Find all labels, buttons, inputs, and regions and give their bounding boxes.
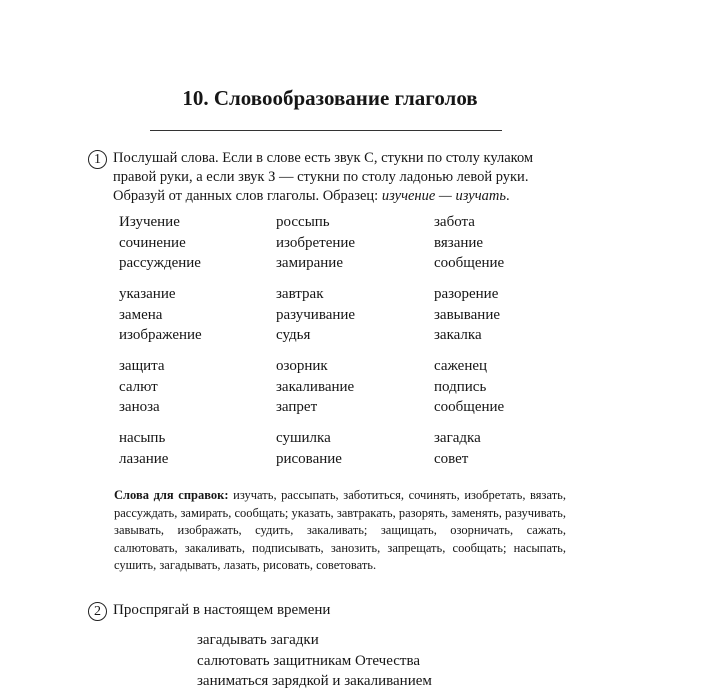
- word-row: [119, 428, 591, 449]
- word-item: сообщение: [434, 399, 505, 415]
- word-item: разучивание: [276, 306, 356, 323]
- task-1-text-end: .: [505, 188, 510, 204]
- word-row: [119, 325, 591, 346]
- word-grid: [119, 212, 591, 480]
- word-item: изобретение: [276, 234, 356, 251]
- task-1-text: Послушай слова. Если в слове есть звук С, стукни по столу кулаком правой руки, а если звук З — стукни по столу ладонью левой руки. Образуй от данных слов глаголы. Образец:: [113, 150, 534, 204]
- word-item: судья: [276, 327, 311, 343]
- word-item: россыпь: [276, 214, 330, 230]
- word-item: насыпь: [119, 430, 166, 446]
- reference-words: [114, 487, 566, 575]
- word-row: [119, 284, 591, 305]
- word-item: озорник: [276, 358, 328, 374]
- word-item: замирание: [276, 255, 343, 271]
- word-row: [119, 305, 591, 326]
- word-row: [119, 397, 591, 418]
- word-item: заноза: [119, 399, 160, 415]
- word-row: [119, 253, 591, 274]
- phrase-item: салютовать защитникам Отечества: [197, 652, 421, 669]
- task-2-instructions: Проспрягай в настоящем времени: [113, 602, 331, 618]
- word-item: вязание: [434, 234, 484, 251]
- word-item: сообщение: [434, 255, 505, 271]
- word-group: [119, 428, 591, 469]
- task-1-number: 1: [88, 150, 107, 169]
- word-item: салют: [119, 378, 158, 395]
- task-1-instructions: [113, 149, 568, 206]
- word-item: Изучение: [119, 214, 180, 230]
- word-item: запрет: [276, 399, 318, 415]
- task-2-phrases: [197, 630, 432, 692]
- word-item: загадка: [434, 430, 481, 446]
- title-underline: [150, 130, 502, 131]
- word-row: [119, 212, 591, 233]
- word-group: [119, 212, 591, 274]
- task-1-example: изучение — изучать: [381, 188, 506, 204]
- word-item: сочинение: [119, 234, 186, 251]
- word-item: закалка: [434, 327, 482, 343]
- word-item: сушилка: [276, 430, 331, 446]
- reference-label: Слова для справок:: [114, 488, 229, 502]
- word-item: разорение: [434, 286, 499, 302]
- word-item: подпись: [434, 378, 487, 395]
- word-item: рисование: [276, 450, 342, 467]
- word-item: забота: [434, 214, 475, 230]
- word-item: саженец: [434, 358, 488, 374]
- task-2-number: 2: [88, 602, 107, 621]
- page-title: 10. Словообразование глаголов: [182, 86, 478, 110]
- reference-text: изучать, рассыпать, заботиться, сочинять, изобретать, вязать, рассуждать, замирать, сообщать; указать, завтракать, разорять, заменять, разучивать, завывать, изображать, судить, закаливать; защищать, озорничать, сажать, салютовать, закаливать, подписывать, занозить, запрещать, сообщать; насыпать, сушить, загадывать, лазать, рисовать, советовать.: [114, 488, 566, 572]
- word-item: закаливание: [276, 378, 355, 395]
- phrase-item: заниматься зарядкой и закаливанием: [197, 673, 432, 689]
- word-row: [119, 449, 591, 470]
- word-group: [119, 356, 591, 418]
- word-item: указание: [119, 286, 176, 302]
- word-item: рассуждение: [119, 255, 201, 271]
- word-row: [119, 233, 591, 254]
- word-item: завтрак: [276, 286, 324, 302]
- word-group: [119, 284, 591, 346]
- word-item: завывание: [434, 306, 500, 323]
- word-row: [119, 356, 591, 377]
- word-item: защита: [119, 358, 165, 374]
- word-row: [119, 377, 591, 398]
- word-item: изображение: [119, 327, 202, 343]
- word-item: совет: [434, 450, 469, 467]
- word-item: замена: [119, 306, 163, 323]
- phrase-item: загадывать загадки: [197, 632, 319, 648]
- word-item: лазание: [119, 450, 169, 467]
